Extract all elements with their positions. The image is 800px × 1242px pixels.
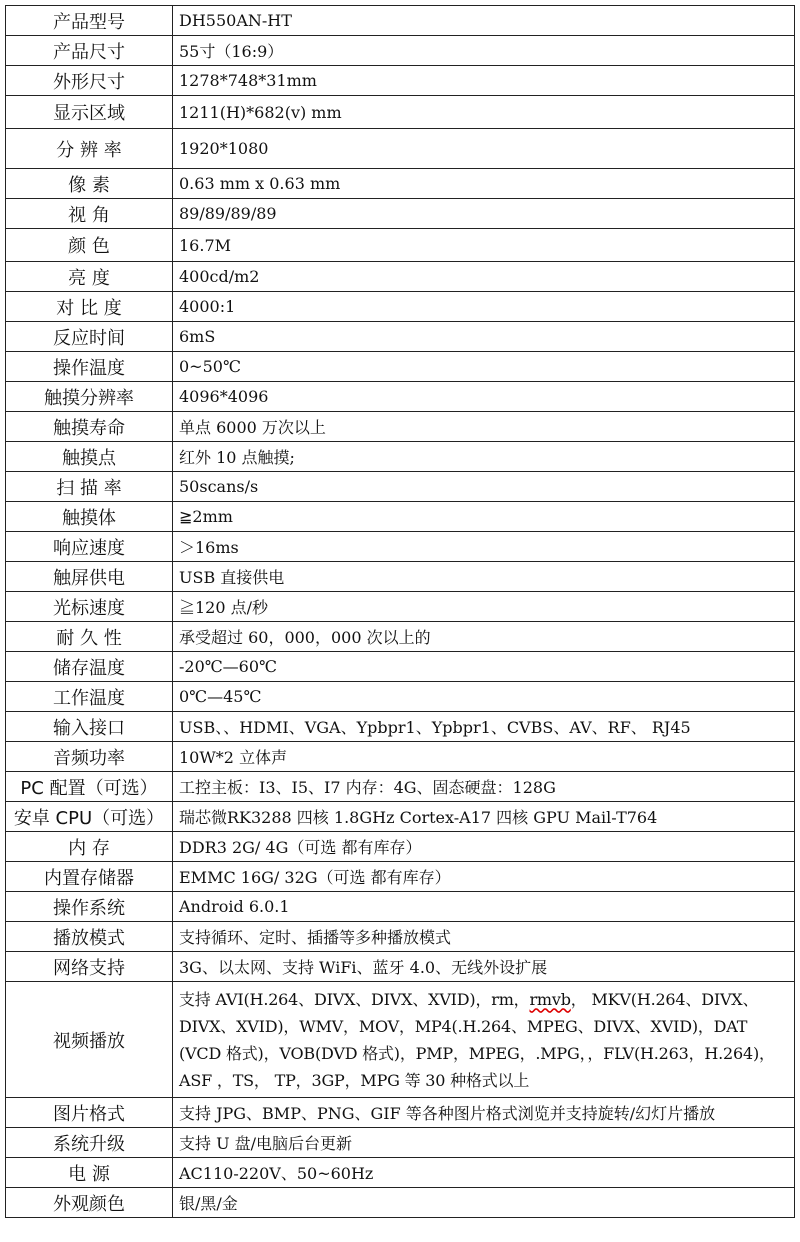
spec-row bbox=[6, 96, 795, 129]
spec-row bbox=[6, 352, 795, 382]
spec-row bbox=[6, 502, 795, 532]
spec-table bbox=[5, 5, 795, 1218]
spec-value: -20℃—60℃ bbox=[173, 652, 795, 682]
spec-label: 对 比 度 bbox=[6, 292, 173, 322]
spec-label: 电 源 bbox=[6, 1158, 173, 1188]
spec-label: 光标速度 bbox=[6, 592, 173, 622]
spec-value: 89/89/89/89 bbox=[173, 199, 795, 229]
video-format-line: (VCD 格式)，VOB(DVD 格式)，PMP，MPEG，.MPG，，FLV(H.263，H.264)， bbox=[179, 1043, 775, 1063]
spec-row bbox=[6, 742, 795, 772]
spec-value: 0~50℃ bbox=[173, 352, 795, 382]
spec-label: 输入接口 bbox=[6, 712, 173, 742]
spec-row bbox=[6, 382, 795, 412]
spec-label: 系统升级 bbox=[6, 1128, 173, 1158]
spec-row-video bbox=[6, 982, 795, 1098]
spec-row bbox=[6, 622, 795, 652]
spec-label: 产品型号 bbox=[6, 6, 173, 36]
spec-label: 安卓 CPU（可选） bbox=[6, 802, 173, 832]
spec-value: 6mS bbox=[173, 322, 795, 352]
spec-label: 亮 度 bbox=[6, 262, 173, 292]
spec-label: 音频功率 bbox=[6, 742, 173, 772]
spec-row bbox=[6, 892, 795, 922]
spec-row bbox=[6, 532, 795, 562]
spec-value: ＞16ms bbox=[173, 532, 795, 562]
video-format-line: ASF ，TS， TP，3GP，MPG 等 30 种格式以上 bbox=[179, 1070, 530, 1090]
spec-row bbox=[6, 169, 795, 199]
spec-value: 16.7M bbox=[173, 229, 795, 262]
spec-label: 外形尺寸 bbox=[6, 66, 173, 96]
spec-label: 触摸点 bbox=[6, 442, 173, 472]
spec-value: 1211(H)*682(v) mm bbox=[173, 96, 795, 129]
spec-value: 支持循环、定时、插播等多种播放模式 bbox=[173, 922, 795, 952]
spec-value: 55寸（16:9） bbox=[173, 36, 795, 66]
spec-value: DDR3 2G/ 4G（可选 都有库存） bbox=[173, 832, 795, 862]
spec-label: 外观颜色 bbox=[6, 1188, 173, 1218]
spec-table-body bbox=[6, 6, 795, 1218]
spec-value: 0.63 mm x 0.63 mm bbox=[173, 169, 795, 199]
spec-value: 瑞芯微RK3288 四核 1.8GHz Cortex-A17 四核 GPU Mail-T764 bbox=[173, 802, 795, 832]
spec-value: 1920*1080 bbox=[173, 129, 795, 169]
spec-row bbox=[6, 802, 795, 832]
video-format-line: 支持 AVI(H.264、DIVX、DIVX、XVID)，rm，rmvb， MKV(H.264、DIVX、 bbox=[179, 989, 759, 1009]
spec-label: 像 素 bbox=[6, 169, 173, 199]
spec-value: 单点 6000 万次以上 bbox=[173, 412, 795, 442]
spec-value: 400cd/m2 bbox=[173, 262, 795, 292]
spec-label: 颜 色 bbox=[6, 229, 173, 262]
video-format-line: DIVX、XVID)，WMV，MOV，MP4(.H.264、MPEG、DIVX、XVID)，DAT bbox=[179, 1016, 748, 1036]
spec-label: 内 存 bbox=[6, 832, 173, 862]
spec-label: 操作温度 bbox=[6, 352, 173, 382]
spec-label: 储存温度 bbox=[6, 652, 173, 682]
spec-label: 触摸体 bbox=[6, 502, 173, 532]
spec-value: USB 直接供电 bbox=[173, 562, 795, 592]
spec-value: 0℃—45℃ bbox=[173, 682, 795, 712]
spec-value: 50scans/s bbox=[173, 472, 795, 502]
spec-row bbox=[6, 1098, 795, 1128]
spec-value: ≧120 点/秒 bbox=[173, 592, 795, 622]
spec-label: 内置存储器 bbox=[6, 862, 173, 892]
spec-label: 视频播放 bbox=[6, 982, 173, 1098]
spec-label: PC 配置（可选） bbox=[6, 772, 173, 802]
spec-row bbox=[6, 129, 795, 169]
spec-row bbox=[6, 66, 795, 96]
spec-value: Android 6.0.1 bbox=[173, 892, 795, 922]
spec-value: 红外 10 点触摸; bbox=[173, 442, 795, 472]
spec-label: 网络支持 bbox=[6, 952, 173, 982]
spell-check-underline: rmvb bbox=[529, 989, 571, 1009]
spec-label: 操作系统 bbox=[6, 892, 173, 922]
spec-value: ≧2mm bbox=[173, 502, 795, 532]
spec-label: 工作温度 bbox=[6, 682, 173, 712]
spec-label: 显示区域 bbox=[6, 96, 173, 129]
spec-row bbox=[6, 1128, 795, 1158]
spec-row bbox=[6, 472, 795, 502]
spec-value: 10W*2 立体声 bbox=[173, 742, 795, 772]
spec-row bbox=[6, 772, 795, 802]
spec-value: 支持 JPG、BMP、PNG、GIF 等各种图片格式浏览并支持旋转/幻灯片播放 bbox=[173, 1098, 795, 1128]
spec-label: 触屏供电 bbox=[6, 562, 173, 592]
spec-value: AC110-220V、50~60Hz bbox=[173, 1158, 795, 1188]
spec-value: USB、、HDMI、VGA、Ypbpr1、Ypbpr1、CVBS、AV、RF、 RJ45 bbox=[173, 712, 795, 742]
spec-row bbox=[6, 292, 795, 322]
spec-label: 播放模式 bbox=[6, 922, 173, 952]
spec-row bbox=[6, 442, 795, 472]
spec-row bbox=[6, 1188, 795, 1218]
spec-value: 支持 U 盘/电脑后台更新 bbox=[173, 1128, 795, 1158]
spec-row bbox=[6, 199, 795, 229]
spec-row bbox=[6, 262, 795, 292]
spec-row bbox=[6, 862, 795, 892]
spec-value-video bbox=[173, 982, 795, 1098]
spec-row bbox=[6, 712, 795, 742]
spec-value: DH550AN-HT bbox=[173, 6, 795, 36]
spec-label: 扫 描 率 bbox=[6, 472, 173, 502]
spec-row bbox=[6, 1158, 795, 1188]
spec-value: 4096*4096 bbox=[173, 382, 795, 412]
spec-row bbox=[6, 652, 795, 682]
spec-row bbox=[6, 562, 795, 592]
spec-row bbox=[6, 6, 795, 36]
spec-value: 承受超过 60，000，000 次以上的 bbox=[173, 622, 795, 652]
spec-value: 3G、以太网、支持 WiFi、蓝牙 4.0、无线外设扩展 bbox=[173, 952, 795, 982]
spec-row bbox=[6, 592, 795, 622]
spec-row bbox=[6, 922, 795, 952]
spec-value: 工控主板：I3、I5、I7 内存：4G、固态硬盘：128G bbox=[173, 772, 795, 802]
spec-row bbox=[6, 832, 795, 862]
spec-label: 视 角 bbox=[6, 199, 173, 229]
spec-label: 触摸分辨率 bbox=[6, 382, 173, 412]
spec-row bbox=[6, 322, 795, 352]
spec-value: 银/黑/金 bbox=[173, 1188, 795, 1218]
spec-label: 触摸寿命 bbox=[6, 412, 173, 442]
spec-label: 响应速度 bbox=[6, 532, 173, 562]
spec-row bbox=[6, 412, 795, 442]
spec-row bbox=[6, 952, 795, 982]
spec-label: 反应时间 bbox=[6, 322, 173, 352]
spec-label: 分 辨 率 bbox=[6, 129, 173, 169]
spec-row bbox=[6, 36, 795, 66]
spec-row bbox=[6, 229, 795, 262]
spec-label: 图片格式 bbox=[6, 1098, 173, 1128]
spec-label: 产品尺寸 bbox=[6, 36, 173, 66]
spec-value: 4000:1 bbox=[173, 292, 795, 322]
spec-value: 1278*748*31mm bbox=[173, 66, 795, 96]
spec-label: 耐 久 性 bbox=[6, 622, 173, 652]
spec-row bbox=[6, 682, 795, 712]
spec-value: EMMC 16G/ 32G（可选 都有库存） bbox=[173, 862, 795, 892]
